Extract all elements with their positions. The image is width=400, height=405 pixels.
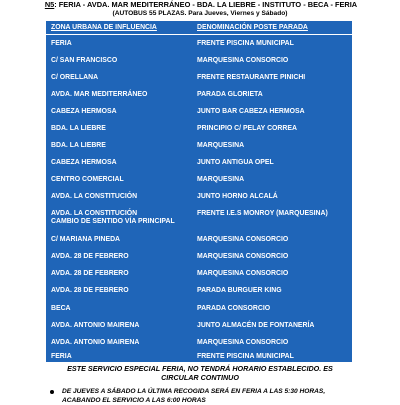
note-line: ESTE SERVICIO ESPECIAL FERIA, NO TENDRÁ HORARIO ESTABLECIDO. ES <box>67 364 333 373</box>
table-row <box>46 154 352 171</box>
cell-denominacion: FRENTE PISCINA MUNICIPAL <box>197 40 294 47</box>
cell-denominacion: JUNTO ANTIGUA OPEL <box>197 159 274 166</box>
table-header <box>46 21 352 34</box>
cell-denominacion: PARADA GLORIETA <box>197 91 263 98</box>
cell-zona: C/ MARIANA PINEDA <box>51 236 121 243</box>
cell-zona: CENTRO COMERCIAL <box>51 176 124 183</box>
cell-zona: CABEZA HERMOSA <box>51 108 117 115</box>
table-row <box>46 188 352 205</box>
table-row <box>46 263 352 280</box>
cell-denominacion: MARQUESINA <box>197 176 245 183</box>
cell-denominacion: JUNTO ALMACÉN DE FONTANERÍA <box>197 322 315 329</box>
cell-zona: AVDA. 28 DE FEBRERO <box>51 270 129 277</box>
route-code: N5 <box>44 0 55 9</box>
table-row <box>46 314 352 331</box>
table-row <box>46 229 352 246</box>
table-row <box>46 348 352 362</box>
table-row <box>46 331 352 348</box>
cell-zona: AVDA. 28 DE FEBRERO <box>51 253 129 260</box>
cell-denominacion: FRENTE PISCINA MUNICIPAL <box>197 353 294 360</box>
table-row <box>46 205 352 229</box>
table-row <box>46 69 352 86</box>
table-row <box>46 137 352 154</box>
table-row <box>46 103 352 120</box>
cell-denominacion: JUNTO HORNO ALCALÁ <box>197 193 278 200</box>
stops-table <box>46 21 352 362</box>
route-title <box>0 0 400 9</box>
cell-denominacion: PRINCIPIO C/ PELAY CORREA <box>197 125 297 132</box>
cell-denominacion: FRENTE I.E.S MONROY (MARQUESINA) <box>197 210 328 217</box>
cell-denominacion: MARQUESINA CONSORCIO <box>197 270 289 277</box>
cell-zona: AVDA. ANTONIO MAIRENA <box>51 322 140 329</box>
cell-zona: AVDA. MAR MEDITERRÁNEO <box>51 91 148 98</box>
table-row <box>46 171 352 188</box>
table-row <box>46 86 352 103</box>
cell-denominacion: JUNTO BAR CABEZA HERMOSA <box>197 108 305 115</box>
table-row <box>46 246 352 263</box>
table-row <box>46 280 352 297</box>
cell-denominacion: MARQUESINA CONSORCIO <box>197 339 289 346</box>
cell-denominacion: MARQUESINA <box>197 142 245 149</box>
column-header-denominacion: DENOMINACIÓN POSTE PARADA <box>197 24 308 31</box>
cell-zona: C/ ORELLANA <box>51 74 99 81</box>
bullet-icon <box>50 390 54 394</box>
cell-zona-secondary: CAMBIO DE SENTIDO VÍA PRINCIPAL <box>51 218 175 225</box>
cell-zona: CABEZA HERMOSA <box>51 159 117 166</box>
note-line: CIRCULAR CONTINUO <box>161 373 239 382</box>
route-description: : FERIA - AVDA. MAR MEDITERRÁNEO - BDA. LA LIEBRE - INSTITUTO - BECA - FERIA <box>54 0 358 9</box>
cell-zona: FERIA <box>51 40 72 47</box>
table-row <box>46 35 352 52</box>
table-row <box>46 52 352 69</box>
cell-zona: BECA <box>51 305 71 312</box>
document-header <box>0 0 400 18</box>
route-subtitle: (AUTOBUS 55 PLAZAS. Para Jueves, Viernes y Sábado) <box>112 10 288 17</box>
bullet-text: DE JUEVES A SÁBADO LA ÚLTIMA RECOGIDA SERÁ EN FERIA A LAS 5:30 HORAS, <box>62 388 326 395</box>
cell-denominacion: MARQUESINA CONSORCIO <box>197 57 289 64</box>
cell-denominacion: PARADA CONSORCIO <box>197 305 271 312</box>
cell-zona: BDA. LA LIEBRE <box>51 142 106 149</box>
column-header-zona: ZONA URBANA DE INFLUENCIA <box>51 24 157 31</box>
cell-denominacion: MARQUESINA CONSORCIO <box>197 253 289 260</box>
cell-zona: BDA. LA LIEBRE <box>51 125 106 132</box>
service-notes <box>0 364 400 404</box>
cell-zona: C/ SAN FRANCISCO <box>51 57 118 64</box>
cell-denominacion: FRENTE RESTAURANTE PINICHI <box>197 74 306 81</box>
cell-zona: FERIA <box>51 353 72 360</box>
cell-zona: AVDA. LA CONSTITUCIÓN <box>51 210 138 217</box>
cell-zona: AVDA. 28 DE FEBRERO <box>51 287 129 294</box>
cell-zona: AVDA. ANTONIO MAIRENA <box>51 339 140 346</box>
bullet-text-continuation: ACABANDO EL SERVICIO A LAS 6:00 HORAS <box>62 397 206 404</box>
cell-zona: AVDA. LA CONSTITUCIÓN <box>51 193 138 200</box>
table-row <box>46 297 352 314</box>
cell-denominacion: PARADA BURGUER KING <box>197 287 282 294</box>
table-row <box>46 120 352 137</box>
cell-denominacion: MARQUESINA CONSORCIO <box>197 236 289 243</box>
